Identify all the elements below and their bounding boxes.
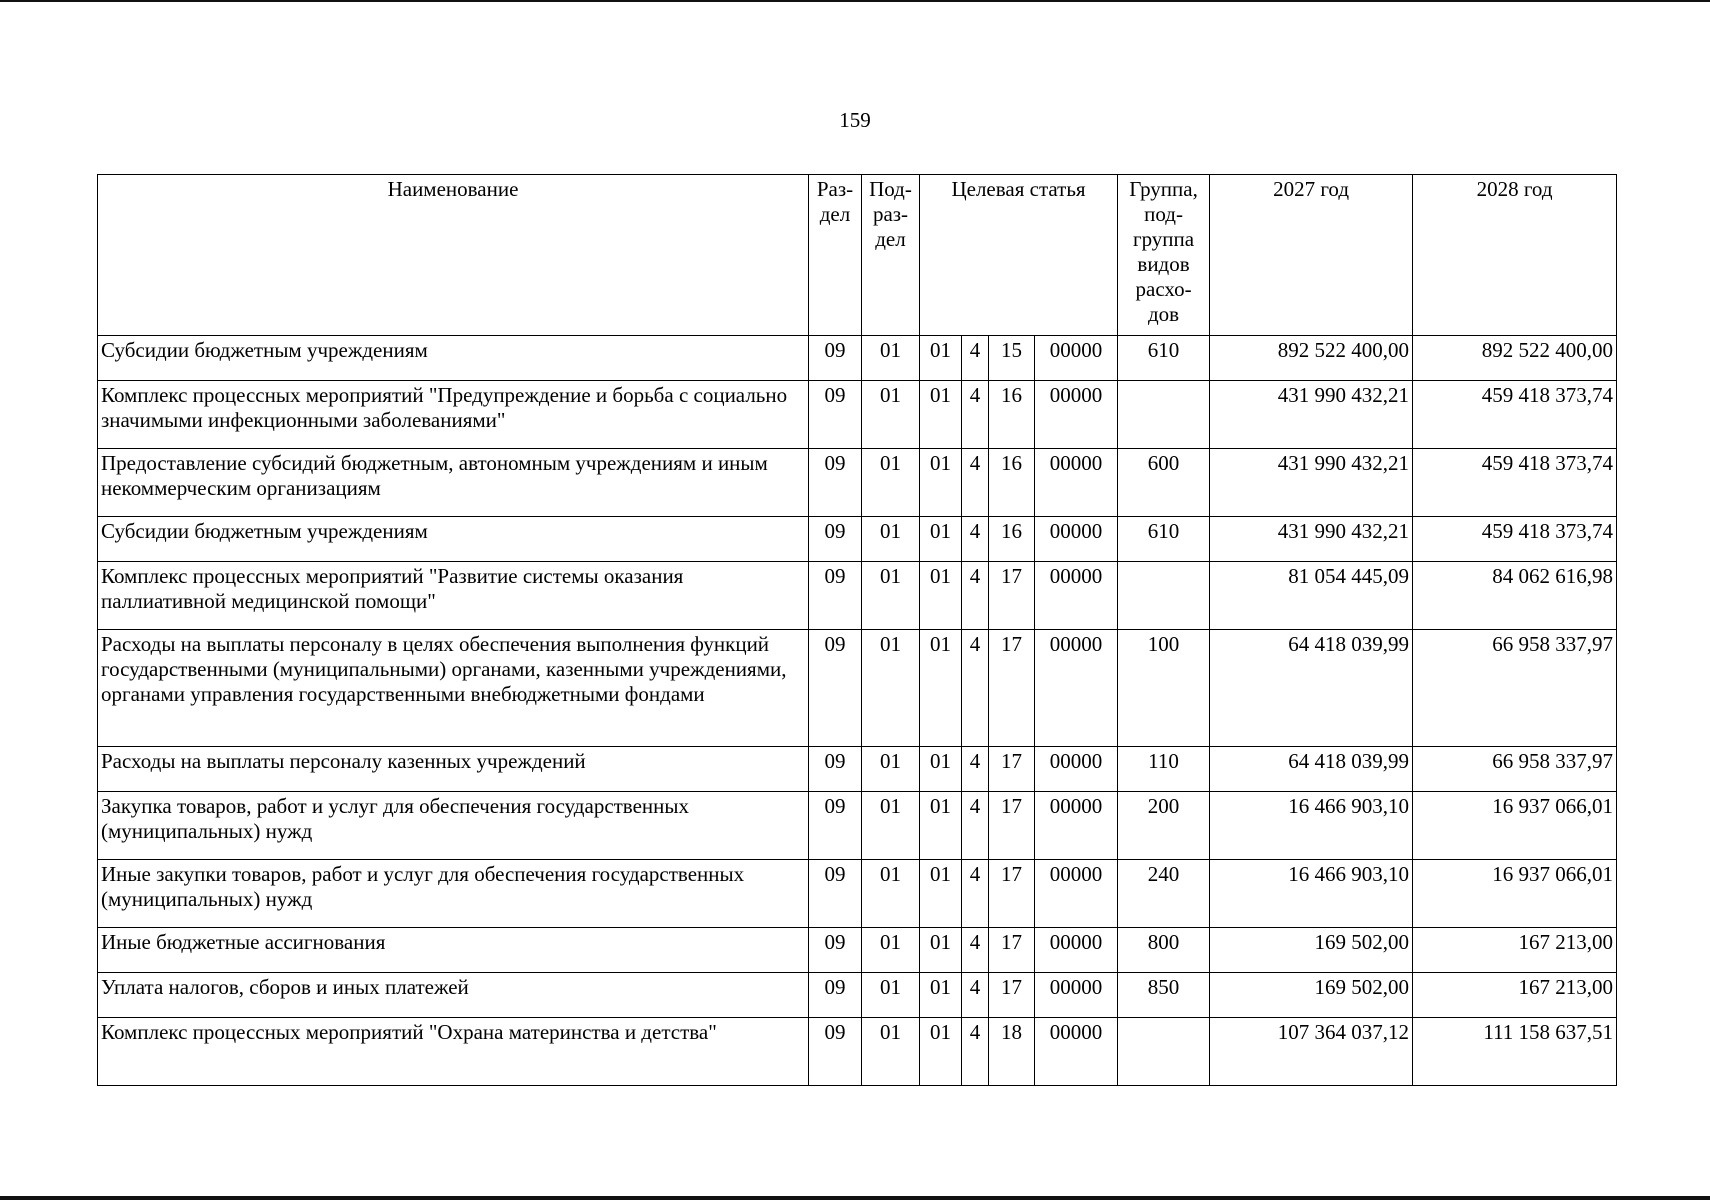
row-section: 09 (809, 630, 862, 747)
row-name: Субсидии бюджетным учреждениям (98, 336, 809, 381)
row-subsection: 01 (862, 928, 920, 973)
row-target-type: 4 (962, 792, 989, 860)
row-section: 09 (809, 381, 862, 449)
row-name: Иные бюджетные ассигнования (98, 928, 809, 973)
row-target-type: 4 (962, 562, 989, 630)
row-target-program: 01 (920, 517, 962, 562)
row-target-structural: 17 (989, 973, 1035, 1018)
row-amount-2027: 431 990 432,21 (1210, 449, 1413, 517)
header-section: Раз-дел (809, 175, 862, 336)
row-target-type: 4 (962, 747, 989, 792)
row-target-direction: 00000 (1035, 747, 1118, 792)
row-target-direction: 00000 (1035, 973, 1118, 1018)
row-target-type: 4 (962, 630, 989, 747)
row-target-type: 4 (962, 336, 989, 381)
row-section: 09 (809, 792, 862, 860)
table-header-row (98, 175, 1617, 336)
row-expense-group (1118, 1018, 1210, 1086)
row-subsection: 01 (862, 630, 920, 747)
row-section: 09 (809, 517, 862, 562)
row-section: 09 (809, 562, 862, 630)
header-target-article: Целевая статья (920, 175, 1118, 336)
row-name: Иные закупки товаров, работ и услуг для обеспечения государственных (муниципальных) нужд (98, 860, 809, 928)
table-row (98, 792, 1617, 860)
row-target-program: 01 (920, 630, 962, 747)
row-target-type: 4 (962, 381, 989, 449)
row-target-structural: 17 (989, 928, 1035, 973)
row-amount-2028: 167 213,00 (1413, 973, 1617, 1018)
row-target-type: 4 (962, 449, 989, 517)
row-expense-group: 240 (1118, 860, 1210, 928)
header-2028: 2028 год (1413, 175, 1617, 336)
header-expense-group: Группа, под-группа видов расхо-дов (1118, 175, 1210, 336)
row-target-direction: 00000 (1035, 517, 1118, 562)
row-target-direction: 00000 (1035, 928, 1118, 973)
row-target-structural: 16 (989, 517, 1035, 562)
row-target-structural: 16 (989, 381, 1035, 449)
row-target-program: 01 (920, 562, 962, 630)
row-target-type: 4 (962, 928, 989, 973)
row-name: Комплекс процессных мероприятий "Предупреждение и борьба с социально значимыми инфекционными заболеваниями" (98, 381, 809, 449)
row-subsection: 01 (862, 336, 920, 381)
row-amount-2027: 169 502,00 (1210, 928, 1413, 973)
row-expense-group (1118, 381, 1210, 449)
row-target-program: 01 (920, 973, 962, 1018)
row-target-type: 4 (962, 973, 989, 1018)
row-target-direction: 00000 (1035, 860, 1118, 928)
row-target-program: 01 (920, 449, 962, 517)
row-amount-2027: 892 522 400,00 (1210, 336, 1413, 381)
row-amount-2028: 111 158 637,51 (1413, 1018, 1617, 1086)
row-section: 09 (809, 860, 862, 928)
table-row (98, 860, 1617, 928)
row-target-program: 01 (920, 336, 962, 381)
row-target-program: 01 (920, 792, 962, 860)
row-target-structural: 17 (989, 562, 1035, 630)
row-target-structural: 17 (989, 630, 1035, 747)
row-target-program: 01 (920, 381, 962, 449)
table-row (98, 928, 1617, 973)
row-target-direction: 00000 (1035, 562, 1118, 630)
row-subsection: 01 (862, 381, 920, 449)
row-amount-2027: 16 466 903,10 (1210, 792, 1413, 860)
row-target-structural: 17 (989, 792, 1035, 860)
row-subsection: 01 (862, 792, 920, 860)
row-target-direction: 00000 (1035, 792, 1118, 860)
row-section: 09 (809, 1018, 862, 1086)
row-expense-group: 600 (1118, 449, 1210, 517)
table-row (98, 336, 1617, 381)
row-subsection: 01 (862, 517, 920, 562)
row-target-structural: 17 (989, 747, 1035, 792)
row-target-structural: 18 (989, 1018, 1035, 1086)
row-section: 09 (809, 973, 862, 1018)
row-amount-2027: 64 418 039,99 (1210, 747, 1413, 792)
row-target-program: 01 (920, 747, 962, 792)
row-target-type: 4 (962, 860, 989, 928)
row-target-program: 01 (920, 928, 962, 973)
row-subsection: 01 (862, 747, 920, 792)
row-target-direction: 00000 (1035, 630, 1118, 747)
row-amount-2027: 431 990 432,21 (1210, 381, 1413, 449)
row-section: 09 (809, 449, 862, 517)
row-target-program: 01 (920, 1018, 962, 1086)
row-amount-2027: 169 502,00 (1210, 973, 1413, 1018)
row-subsection: 01 (862, 860, 920, 928)
table-row (98, 1018, 1617, 1086)
header-subsection: Под-раз-дел (862, 175, 920, 336)
budget-table (97, 174, 1617, 1086)
row-amount-2028: 459 418 373,74 (1413, 381, 1617, 449)
row-expense-group: 110 (1118, 747, 1210, 792)
row-target-type: 4 (962, 1018, 989, 1086)
row-amount-2028: 66 958 337,97 (1413, 630, 1617, 747)
row-name: Уплата налогов, сборов и иных платежей (98, 973, 809, 1018)
row-amount-2028: 16 937 066,01 (1413, 792, 1617, 860)
row-target-direction: 00000 (1035, 1018, 1118, 1086)
row-amount-2028: 459 418 373,74 (1413, 449, 1617, 517)
row-amount-2027: 431 990 432,21 (1210, 517, 1413, 562)
row-amount-2028: 16 937 066,01 (1413, 860, 1617, 928)
row-target-direction: 00000 (1035, 336, 1118, 381)
scan-top-edge (0, 0, 1710, 2)
table-row (98, 747, 1617, 792)
scan-bottom-edge (0, 1196, 1710, 1200)
table-body (98, 336, 1617, 1086)
row-amount-2027: 107 364 037,12 (1210, 1018, 1413, 1086)
row-amount-2028: 167 213,00 (1413, 928, 1617, 973)
row-name: Комплекс процессных мероприятий "Развитие системы оказания паллиативной медицинской помощи" (98, 562, 809, 630)
row-subsection: 01 (862, 562, 920, 630)
row-target-type: 4 (962, 517, 989, 562)
row-name: Комплекс процессных мероприятий "Охрана материнства и детства" (98, 1018, 809, 1086)
table-row (98, 973, 1617, 1018)
row-target-direction: 00000 (1035, 449, 1118, 517)
row-subsection: 01 (862, 1018, 920, 1086)
row-subsection: 01 (862, 973, 920, 1018)
row-expense-group: 610 (1118, 336, 1210, 381)
row-section: 09 (809, 336, 862, 381)
page-number: 159 (839, 108, 871, 132)
row-name: Расходы на выплаты персоналу в целях обеспечения выполнения функций государственными (муниципальными) органами, казенными учреждениями, органами управления государственными внебюджетными фондами (98, 630, 809, 747)
row-subsection: 01 (862, 449, 920, 517)
row-amount-2027: 81 054 445,09 (1210, 562, 1413, 630)
row-amount-2027: 64 418 039,99 (1210, 630, 1413, 747)
row-amount-2028: 892 522 400,00 (1413, 336, 1617, 381)
row-amount-2028: 66 958 337,97 (1413, 747, 1617, 792)
row-target-direction: 00000 (1035, 381, 1118, 449)
row-section: 09 (809, 747, 862, 792)
table-row (98, 562, 1617, 630)
row-name: Расходы на выплаты персоналу казенных учреждений (98, 747, 809, 792)
row-target-structural: 15 (989, 336, 1035, 381)
header-2027: 2027 год (1210, 175, 1413, 336)
row-section: 09 (809, 928, 862, 973)
row-expense-group (1118, 562, 1210, 630)
row-target-structural: 17 (989, 860, 1035, 928)
row-name: Субсидии бюджетным учреждениям (98, 517, 809, 562)
row-expense-group: 200 (1118, 792, 1210, 860)
row-amount-2028: 84 062 616,98 (1413, 562, 1617, 630)
header-name: Наименование (98, 175, 809, 336)
row-target-structural: 16 (989, 449, 1035, 517)
table-row (98, 630, 1617, 747)
row-name: Закупка товаров, работ и услуг для обеспечения государственных (муниципальных) нужд (98, 792, 809, 860)
row-expense-group: 610 (1118, 517, 1210, 562)
row-amount-2028: 459 418 373,74 (1413, 517, 1617, 562)
row-amount-2027: 16 466 903,10 (1210, 860, 1413, 928)
table-row (98, 381, 1617, 449)
row-name: Предоставление субсидий бюджетным, автономным учреждениям и иным некоммерческим организациям (98, 449, 809, 517)
row-target-program: 01 (920, 860, 962, 928)
table-row (98, 517, 1617, 562)
table-row (98, 449, 1617, 517)
row-expense-group: 800 (1118, 928, 1210, 973)
row-expense-group: 100 (1118, 630, 1210, 747)
row-expense-group: 850 (1118, 973, 1210, 1018)
